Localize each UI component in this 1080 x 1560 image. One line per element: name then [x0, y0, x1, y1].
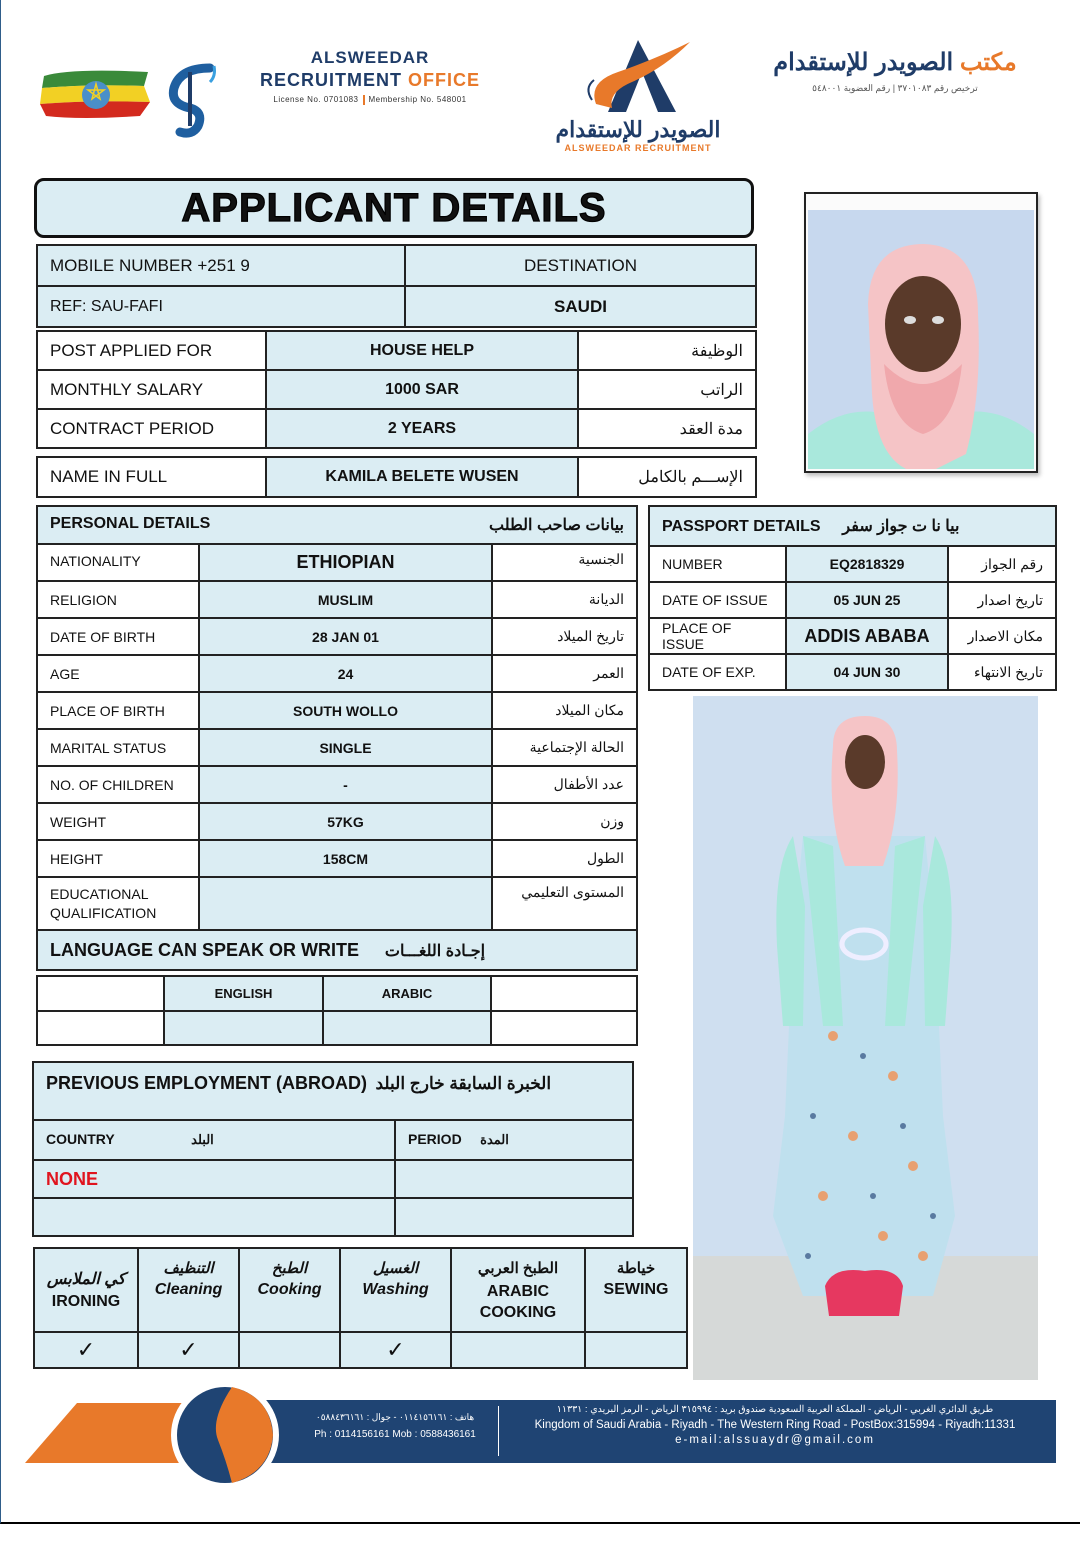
passport-row [649, 582, 1056, 618]
skill-checkbox-arabic-cooking[interactable] [451, 1332, 585, 1368]
personal-value: 24 [199, 655, 492, 692]
brand-ar-main: الصويدر للإستقدام [773, 49, 954, 76]
name-table [36, 456, 757, 498]
personal-label-ar: تاريخ الميلاد [492, 618, 637, 655]
ethiopia-flag-logo [40, 66, 152, 122]
personal-label-ar: وزن [492, 803, 637, 840]
passport-number: EQ2818329 [786, 546, 948, 582]
personal-label: NATIONALITY [37, 544, 199, 581]
job-row [37, 331, 756, 370]
language-empty-cell [491, 1011, 637, 1045]
personal-value: ETHIOPIAN [199, 544, 492, 581]
personal-row [37, 803, 637, 840]
personal-label: HEIGHT [37, 840, 199, 877]
education-label [37, 877, 199, 930]
language-title: LANGUAGE CAN SPEAK OR WRITE [50, 939, 360, 960]
skill-checkbox-cooking[interactable] [239, 1332, 340, 1368]
footer-address-en: Kingdom of Saudi Arabia - Riyadh - The Western Ring Road - PostBox:315994 - Riyadh:11331 [534, 1419, 1016, 1431]
language-title-ar: إجـادة اللغـــات [384, 942, 486, 960]
language-english-header: ENGLISH [164, 976, 323, 1011]
name-label-ar: الإســـم بالكامل [578, 457, 756, 497]
skill-name-en: IRONING [51, 1293, 121, 1310]
full-name: KAMILA BELETE WUSEN [266, 457, 578, 497]
passport-header [649, 506, 1056, 546]
passport-title-ar: بيا نا ت جواز سفر [842, 518, 960, 535]
personal-row [37, 618, 637, 655]
country-label: COUNTRY [46, 1131, 115, 1147]
personal-label: DATE OF BIRTH [37, 618, 199, 655]
ref-number: REF: SAU-FAFI [37, 286, 405, 327]
skill-name-ar: خياطة [616, 1260, 656, 1277]
skill-name-ar: الطبخ العربي [477, 1260, 559, 1277]
personal-value: - [199, 766, 492, 803]
passport-expiry-date: 04 JUN 30 [786, 654, 948, 690]
job-value: 1000 SAR [266, 370, 578, 409]
personal-label-ar: الحالة الإجتماعية [492, 729, 637, 766]
period-header [395, 1120, 633, 1160]
skill-name-en: SEWING [603, 1281, 669, 1298]
education-label-line2: QUALIFICATION [50, 904, 157, 921]
personal-value: 158CM [199, 840, 492, 877]
skill-name-ar: كي الملابس [46, 1271, 126, 1288]
personal-value: 28 JAN 01 [199, 618, 492, 655]
passport-label-ar: تاريخ الانتهاء [948, 654, 1056, 690]
personal-details-title: PERSONAL DETAILS [50, 515, 211, 532]
footer-phone-en: Ph : 0114156161 Mob : 0588436161 [314, 1429, 476, 1440]
education-label-line1: EDUCATIONAL [50, 885, 149, 902]
country-label-ar: البلد [191, 1132, 214, 1147]
skill-checkbox-ironing[interactable]: ✓ [34, 1332, 138, 1368]
skill-name-en: Cleaning [154, 1281, 223, 1298]
personal-row [37, 544, 637, 581]
period-label-ar: المدة [480, 1132, 509, 1147]
job-table [36, 330, 757, 449]
passport-label: DATE OF ISSUE [649, 582, 786, 618]
footer-address-ar: طريق الدائري الغربي - الرياض - المملكة العربية السعودية صندوق بريد : ٣١٥٩٩٤ الرياض - الرمز البريدي : ١١٣٣١ [556, 1404, 994, 1415]
brand-name-en [250, 48, 490, 105]
mobile-number: MOBILE NUMBER +251 9 [37, 245, 405, 286]
language-empty-cell [491, 976, 637, 1011]
personal-row [37, 840, 637, 877]
job-label-ar: الوظيفة [578, 331, 756, 370]
passport-label-ar: تاريخ اصدار [948, 582, 1056, 618]
skill-name-ar: الغسيل [372, 1260, 419, 1277]
footer-address [505, 1404, 1045, 1446]
period-label: PERIOD [408, 1131, 462, 1147]
page-title: APPLICANT DETAILS [181, 186, 607, 230]
personal-label: AGE [37, 655, 199, 692]
logo-english-name: ALSWEEDAR RECRUITMENT [564, 143, 712, 153]
destination-value: SAUDI [405, 286, 756, 327]
personal-row [37, 655, 637, 692]
skill-header [239, 1248, 340, 1332]
language-table [36, 975, 638, 1046]
personal-label-ar: العمر [492, 655, 637, 692]
passport-row [649, 618, 1056, 654]
personal-value: SOUTH WOLLO [199, 692, 492, 729]
education-value [199, 877, 492, 930]
personal-label: NO. OF CHILDREN [37, 766, 199, 803]
job-label-ar: مدة العقد [578, 409, 756, 448]
license-line [250, 95, 490, 105]
job-label: CONTRACT PERIOD [37, 409, 266, 448]
skill-name-en: Cooking [257, 1281, 322, 1298]
brand-ar-sub: ترخيص رقم ٣٧٠١٠٨٣ | رقم العضوية ٥٤٨٠٠١ [812, 83, 978, 93]
personal-value: MUSLIM [199, 581, 492, 618]
personal-row [37, 692, 637, 729]
passport-title: PASSPORT DETAILS [662, 518, 821, 535]
personal-label: PLACE OF BIRTH [37, 692, 199, 729]
brand-line-1: ALSWEEDAR [310, 48, 430, 67]
license-number: License No. 0701083 [273, 95, 359, 105]
personal-label: MARITAL STATUS [37, 729, 199, 766]
personal-details-table [36, 505, 638, 971]
brand-ar-accent: مكتب [959, 49, 1017, 76]
skill-name-en: Washing [362, 1281, 429, 1298]
country-header [33, 1120, 395, 1160]
skill-header [340, 1248, 451, 1332]
skill-header [451, 1248, 585, 1332]
skill-header [138, 1248, 239, 1332]
brand-line-2 [250, 70, 490, 91]
skill-header [34, 1248, 138, 1332]
job-label: MONTHLY SALARY [37, 370, 266, 409]
previous-country-value: NONE [33, 1160, 395, 1198]
passport-label: DATE OF EXP. [649, 654, 786, 690]
skill-name-ar: الطبخ [271, 1260, 308, 1277]
personal-label-ar: الجنسية [492, 544, 637, 581]
previous-employment-table [32, 1061, 634, 1237]
skill-header [585, 1248, 687, 1332]
skill-name-ar: التنظيف [163, 1260, 214, 1277]
brand-recruitment: RECRUITMENT [259, 70, 402, 90]
personal-row [37, 729, 637, 766]
personal-label-ar: مكان الميلاد [492, 692, 637, 729]
previous-employment-title: PREVIOUS EMPLOYMENT (ABROAD) [46, 1073, 368, 1093]
skill-checkbox-cleaning[interactable]: ✓ [138, 1332, 239, 1368]
brand-name-ar [760, 48, 1030, 94]
footer-circle-logo [170, 1380, 280, 1490]
passport-issue-place: ADDIS ABABA [786, 618, 948, 654]
name-label: NAME IN FULL [37, 457, 266, 497]
previous-period-value [395, 1160, 633, 1198]
passport-label: PLACE OF ISSUE [649, 618, 786, 654]
language-arabic-header: ARABIC [323, 976, 491, 1011]
job-value: 2 YEARS [266, 409, 578, 448]
personal-label: WEIGHT [37, 803, 199, 840]
skill-name-en: ARABIC COOKING [479, 1283, 557, 1321]
passport-label-ar: مكان الاصدار [948, 618, 1056, 654]
footer-email[interactable]: e-mail:alssuaydr@gmail.com [675, 1434, 875, 1446]
language-header [37, 930, 637, 970]
footer-divider [498, 1406, 499, 1456]
logo-arabic-name: الصويدر للإستقدام [555, 117, 721, 142]
skills-table [33, 1247, 688, 1369]
previous-period-empty [395, 1198, 633, 1236]
brand-office: OFFICE [408, 70, 480, 90]
language-english-value [164, 1011, 323, 1045]
job-value: HOUSE HELP [266, 331, 578, 370]
brand-ar-title [760, 48, 1030, 77]
job-label: POST APPLIED FOR [37, 331, 266, 370]
personal-label-ar: الديانة [492, 581, 637, 618]
personal-value: 57KG [199, 803, 492, 840]
footer-phone-ar: هاتف : ٠١١٤١٥٦١٦١ - جوال : ٠٥٨٨٤٣٦١٦١ [315, 1412, 475, 1422]
personal-label-ar: عدد الأطفال [492, 766, 637, 803]
s-brand-logo [160, 62, 222, 138]
passport-row [649, 654, 1056, 690]
previous-country-empty [33, 1198, 395, 1236]
language-empty-cell [37, 1011, 164, 1045]
personal-value: SINGLE [199, 729, 492, 766]
portrait-image [806, 194, 1036, 471]
personal-row [37, 766, 637, 803]
separator [363, 95, 365, 105]
personal-details-title-ar: بيانات صاحب الطلب [489, 517, 624, 534]
personal-label: RELIGION [37, 581, 199, 618]
job-row [37, 409, 756, 448]
passport-label: NUMBER [649, 546, 786, 582]
personal-row-education [37, 877, 637, 930]
footer-contact [300, 1412, 490, 1440]
personal-label-ar: الطول [492, 840, 637, 877]
personal-details-header [37, 506, 637, 544]
personal-row [37, 581, 637, 618]
job-label-ar: الراتب [578, 370, 756, 409]
applicant-portrait-photo [804, 192, 1038, 473]
passport-label-ar: رقم الجواز [948, 546, 1056, 582]
membership-number: Membership No. 548001 [368, 95, 467, 105]
applicant-full-body-photo [693, 696, 1038, 1380]
language-arabic-value [323, 1011, 491, 1045]
destination-label: DESTINATION [405, 245, 756, 286]
job-row [37, 370, 756, 409]
passport-issue-date: 05 JUN 25 [786, 582, 948, 618]
contact-table [36, 244, 757, 328]
previous-employment-title-ar: الخبرة السابقة خارج البلد [375, 1074, 552, 1093]
skill-checkbox-sewing[interactable] [585, 1332, 687, 1368]
passport-row [649, 546, 1056, 582]
a-brand-logo [548, 38, 728, 158]
page-title-box [34, 178, 754, 238]
passport-details-table [648, 505, 1057, 691]
education-label-ar: المستوى التعليمي [492, 877, 637, 930]
language-empty-cell [37, 976, 164, 1011]
skill-checkbox-washing[interactable]: ✓ [340, 1332, 451, 1368]
previous-employment-header [33, 1062, 633, 1120]
a-logo-mark [578, 38, 698, 116]
